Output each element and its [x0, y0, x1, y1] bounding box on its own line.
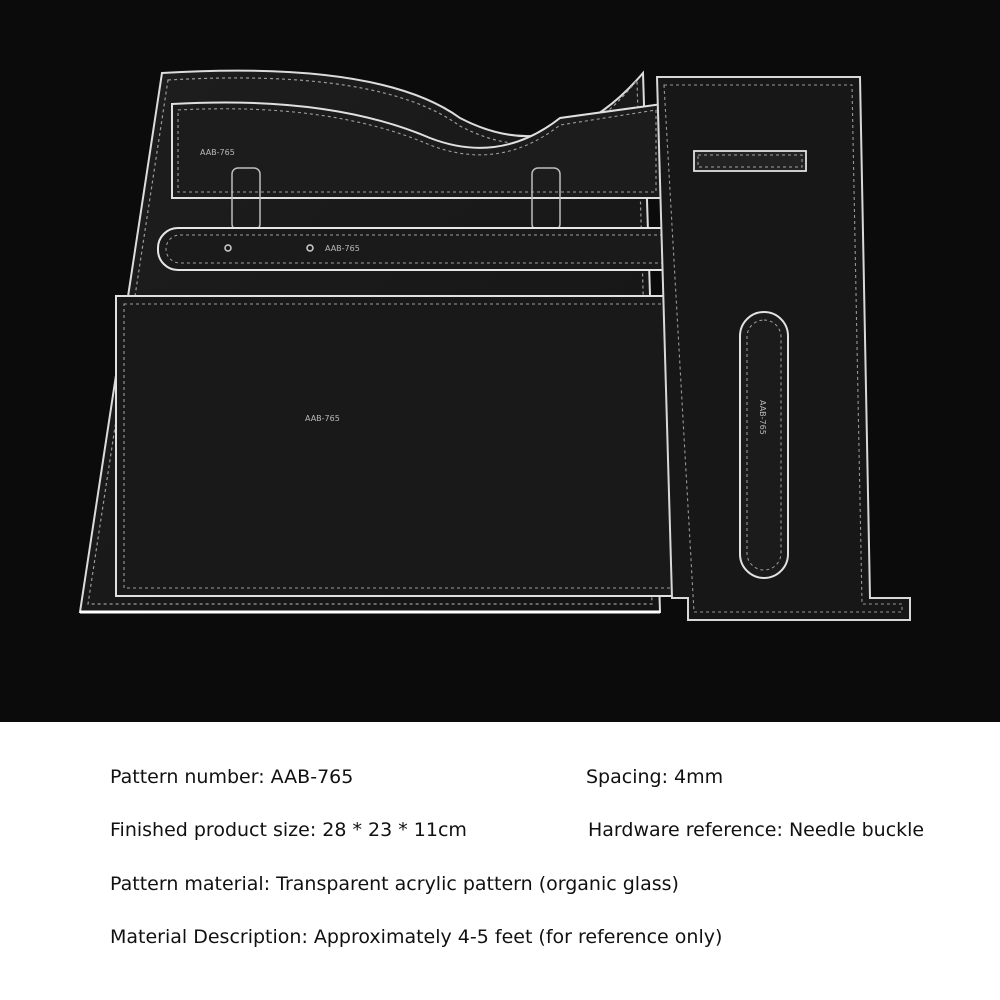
loop-label: AAB-765: [758, 400, 767, 435]
spec-material: Pattern material: Transparent acrylic pattern (organic glass): [110, 873, 679, 895]
front-panel-label: AAB-765: [305, 414, 340, 423]
spec-description: Material Description: Approximately 4-5 feet (for reference only): [110, 926, 723, 948]
product-specs: [0, 722, 1000, 1000]
spec-spacing: Spacing: 4mm: [586, 766, 724, 788]
spec-pattern-number: Pattern number: AAB-765: [110, 766, 354, 788]
spec-hardware: Hardware reference: Needle buckle: [588, 819, 925, 841]
strap-label: AAB-765: [325, 244, 360, 253]
keeper-loop-piece: [740, 312, 788, 578]
front-panel-piece: [116, 296, 686, 596]
top-flap-label: AAB-765: [200, 148, 235, 157]
spec-finished-size: Finished product size: 28 * 23 * 11cm: [110, 819, 467, 841]
